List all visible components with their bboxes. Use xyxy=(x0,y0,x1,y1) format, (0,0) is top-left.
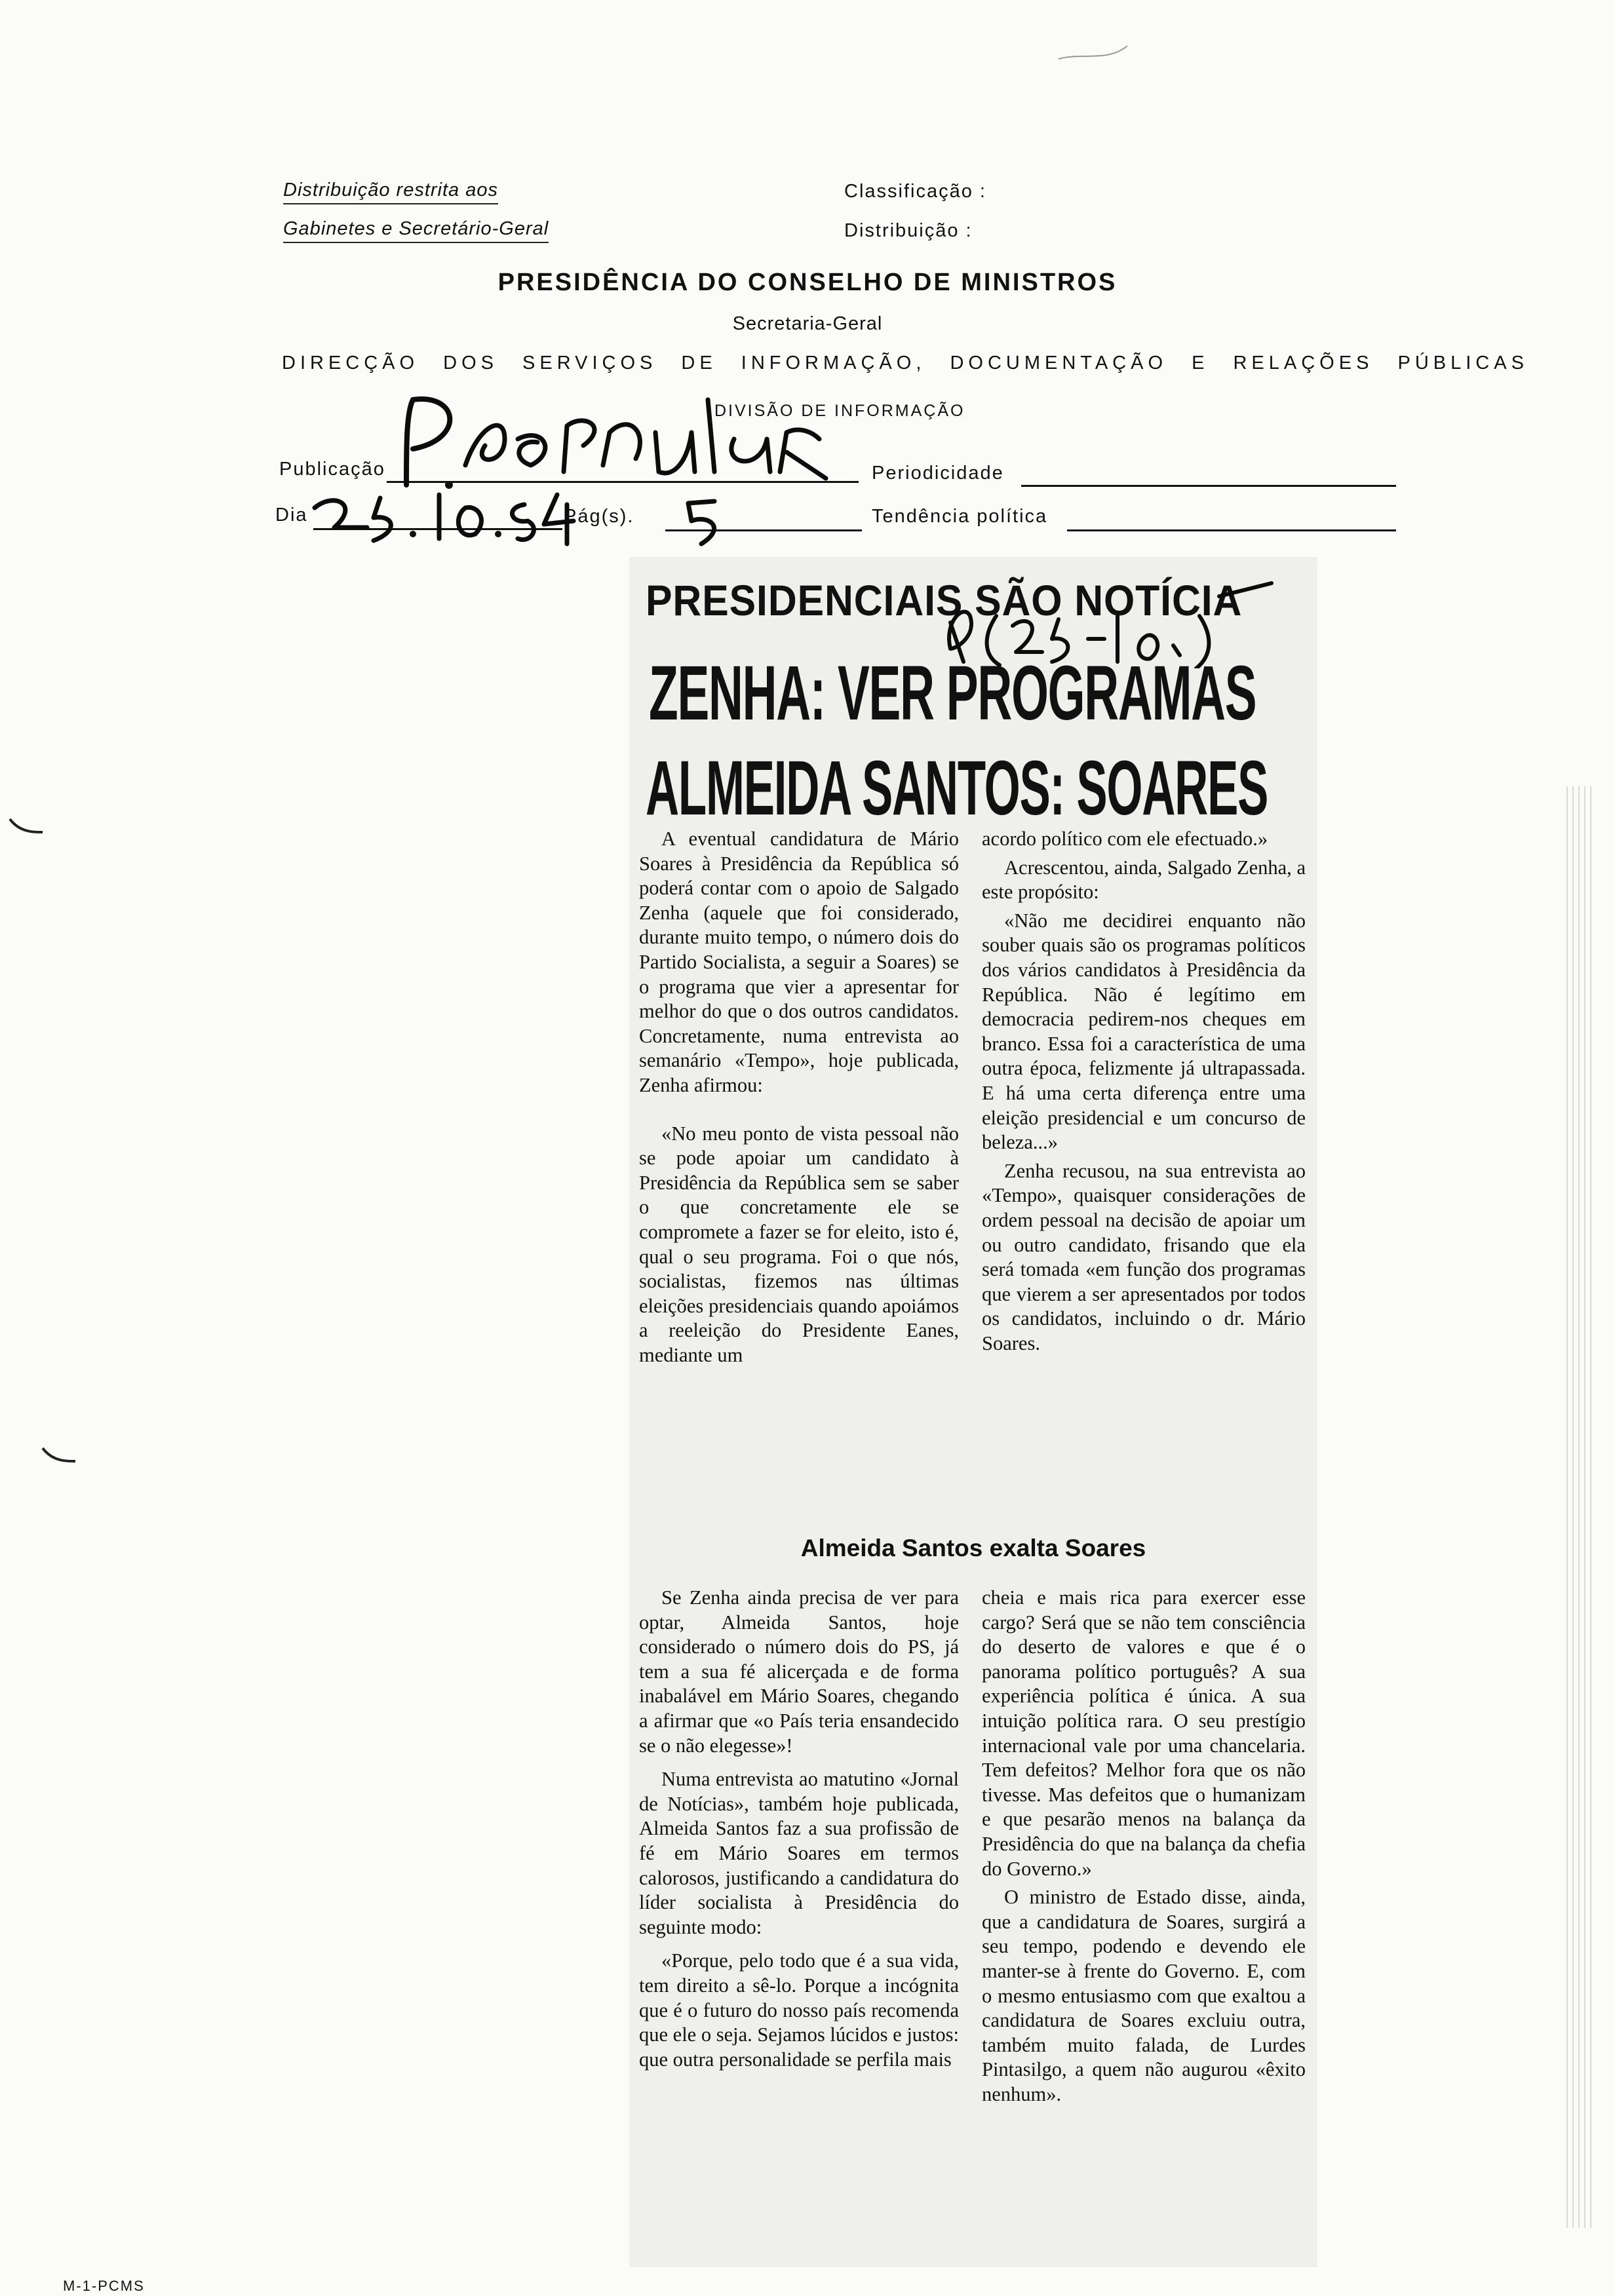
directorate: DIRECÇÃO DOS SERVIÇOS DE INFORMAÇÃO, DOCUMENTAÇÃO E RELAÇÕES PÚBLICAS xyxy=(282,353,1528,373)
article-subhead: Almeida Santos exalta Soares xyxy=(800,1535,1146,1561)
paragraph: Numa entrevista ao matutino «Jornal de Notícias», também hoje publicada, Almeida Santos faz a sua profissão de fé em Mário Soares em termos calorosos, justificando a candidatura do líder socialista à Presidência do seguinte modo: xyxy=(639,1768,959,1938)
paragraph: Acrescentou, ainda, Salgado Zenha, a este propósito: xyxy=(982,856,1306,904)
headline-zenha: ZENHA: VER PROGRAMAS xyxy=(649,650,1256,737)
paragraph: Se Zenha ainda precisa de ver para optar, Almeida Santos, hoje considerado o número dois do PS, já tem a sua fé alicerçada e de forma inabalável em Mário Soares, chegando a afirmar que «o País teria ensandecido se o não elegesse»! xyxy=(639,1586,959,1757)
distribution-restricted-line1: Distribuição restrita aos xyxy=(283,180,498,201)
paragraph: Zenha recusou, na sua entrevista ao «Tempo», quaisquer considerações de ordem pessoal na decisão de apoiar um ou outro candidato, frisando que ela será tomada «em função dos programas que vierem a ser apresentados por todos os candidatos, incluindo o dr. Mário Soares. xyxy=(982,1159,1306,1354)
classification-label: Classificação : xyxy=(844,181,986,202)
periodicity-label: Periodicidade xyxy=(872,463,1004,484)
paragraph: «Não me decidirei enquanto não souber quais são os programas políticos dos vários candidatos à Presidência da República. Não é legítimo em democracia pedirem-nos cheques em branco. Essa foi a característica de uma outra época, felizmente já ultrapassada. E há uma certa diferença entre uma eleição presidencial e um concurso de beleza...» xyxy=(982,909,1306,1154)
paragraph: «Porque, pelo todo que é a sua vida, tem direito a sê-lo. Porque a incógnita que é o futuro do nosso país recomenda que ele o seja. Sejamos lúcidos e justos: que outra personalidade se perfila mais xyxy=(639,1949,959,2071)
scan-noise-right xyxy=(1566,786,1593,2228)
scan-mark-left xyxy=(7,813,46,839)
periodicity-line xyxy=(1021,484,1396,487)
distribution-restricted-line2: Gabinetes e Secretário-Geral xyxy=(283,218,549,240)
political-tendency-line xyxy=(1067,528,1396,531)
paragraph: acordo político com ele efectuado.» xyxy=(982,828,1268,850)
publication-label: Publicação xyxy=(279,459,385,480)
org-subtitle: Secretaria-Geral xyxy=(732,313,883,334)
article-part1-column2 xyxy=(982,827,1306,1356)
day-label: Dia xyxy=(275,505,308,526)
scan-mark-left-2 xyxy=(39,1442,79,1468)
division-label: DIVISÃO DE INFORMAÇÃO xyxy=(714,402,965,420)
org-title: PRESIDÊNCIA DO CONSELHO DE MINISTROS xyxy=(497,269,1118,296)
footer-form-code: M-1-PCMS xyxy=(63,2278,145,2294)
article-part2-column1 xyxy=(639,1586,959,2072)
handwritten-form-entries xyxy=(308,387,872,550)
paragraph: cheia e mais rica para exercer esse cargo? Será que se não tem consciência do deserto de valores e que é o panorama político português? A sua experiência política é única. A sua intuição política rara. O seu prestígio internacional vale por uma chancelaria. Tem defeitos? Melhor fora que os não tivesse. Mas defeitos que o humanizam e que pesarão menos na balança da Presidência do que na balança da chefia do Governo.» xyxy=(982,1586,1306,1880)
article-part2-column2 xyxy=(982,1586,1306,2107)
article-kicker: PRESIDENCIAIS SÃO NOTÍCIA xyxy=(646,576,1243,624)
political-tendency-label: Tendência política xyxy=(872,506,1048,527)
article-part1-column1 xyxy=(639,827,959,1368)
paragraph: A eventual candidatura de Mário Soares à Presidência da República só poderá contar com o apoio de Salgado Zenha (aquele que foi considerado, durante muito tempo, o número dois do Partido Socialista, a seguir a Soares) se o programa que vier a apresentar for melhor do que o dos outros candidatos. Concretamente, numa entrevista ao semanário «Tempo», hoje publicada, Zenha afirmou: xyxy=(639,828,959,1096)
headline-almeida-santos: ALMEIDA SANTOS: SOARES xyxy=(646,745,1268,832)
paragraph: O ministro de Estado disse, ainda, que a candidatura de Soares, surgirá a seu tempo, podendo e devendo ele manter-se à frente do Governo. E, com o mesmo entusiasmo com que exaltou a candidatura de Soares excluiu outra, também muito falada, de Lurdes Pintasilgo, a quem não augurou «êxito nenhum». xyxy=(982,1886,1306,2105)
scan-speck xyxy=(1055,39,1134,66)
paragraph: «No meu ponto de vista pessoal não se pode apoiar um candidato à Presidência da República sem se saber o que concretamente ele se compromete a fazer se for eleito, isto é, qual o seu programa. Foi o que nós, socialistas, fizemos nas últimas eleições presidenciais quando apoiámos a reeleição do Presidente Eanes, mediante um xyxy=(639,1122,959,1366)
pages-label: Pág(s). xyxy=(564,506,634,527)
distribution-label: Distribuição : xyxy=(844,220,973,241)
